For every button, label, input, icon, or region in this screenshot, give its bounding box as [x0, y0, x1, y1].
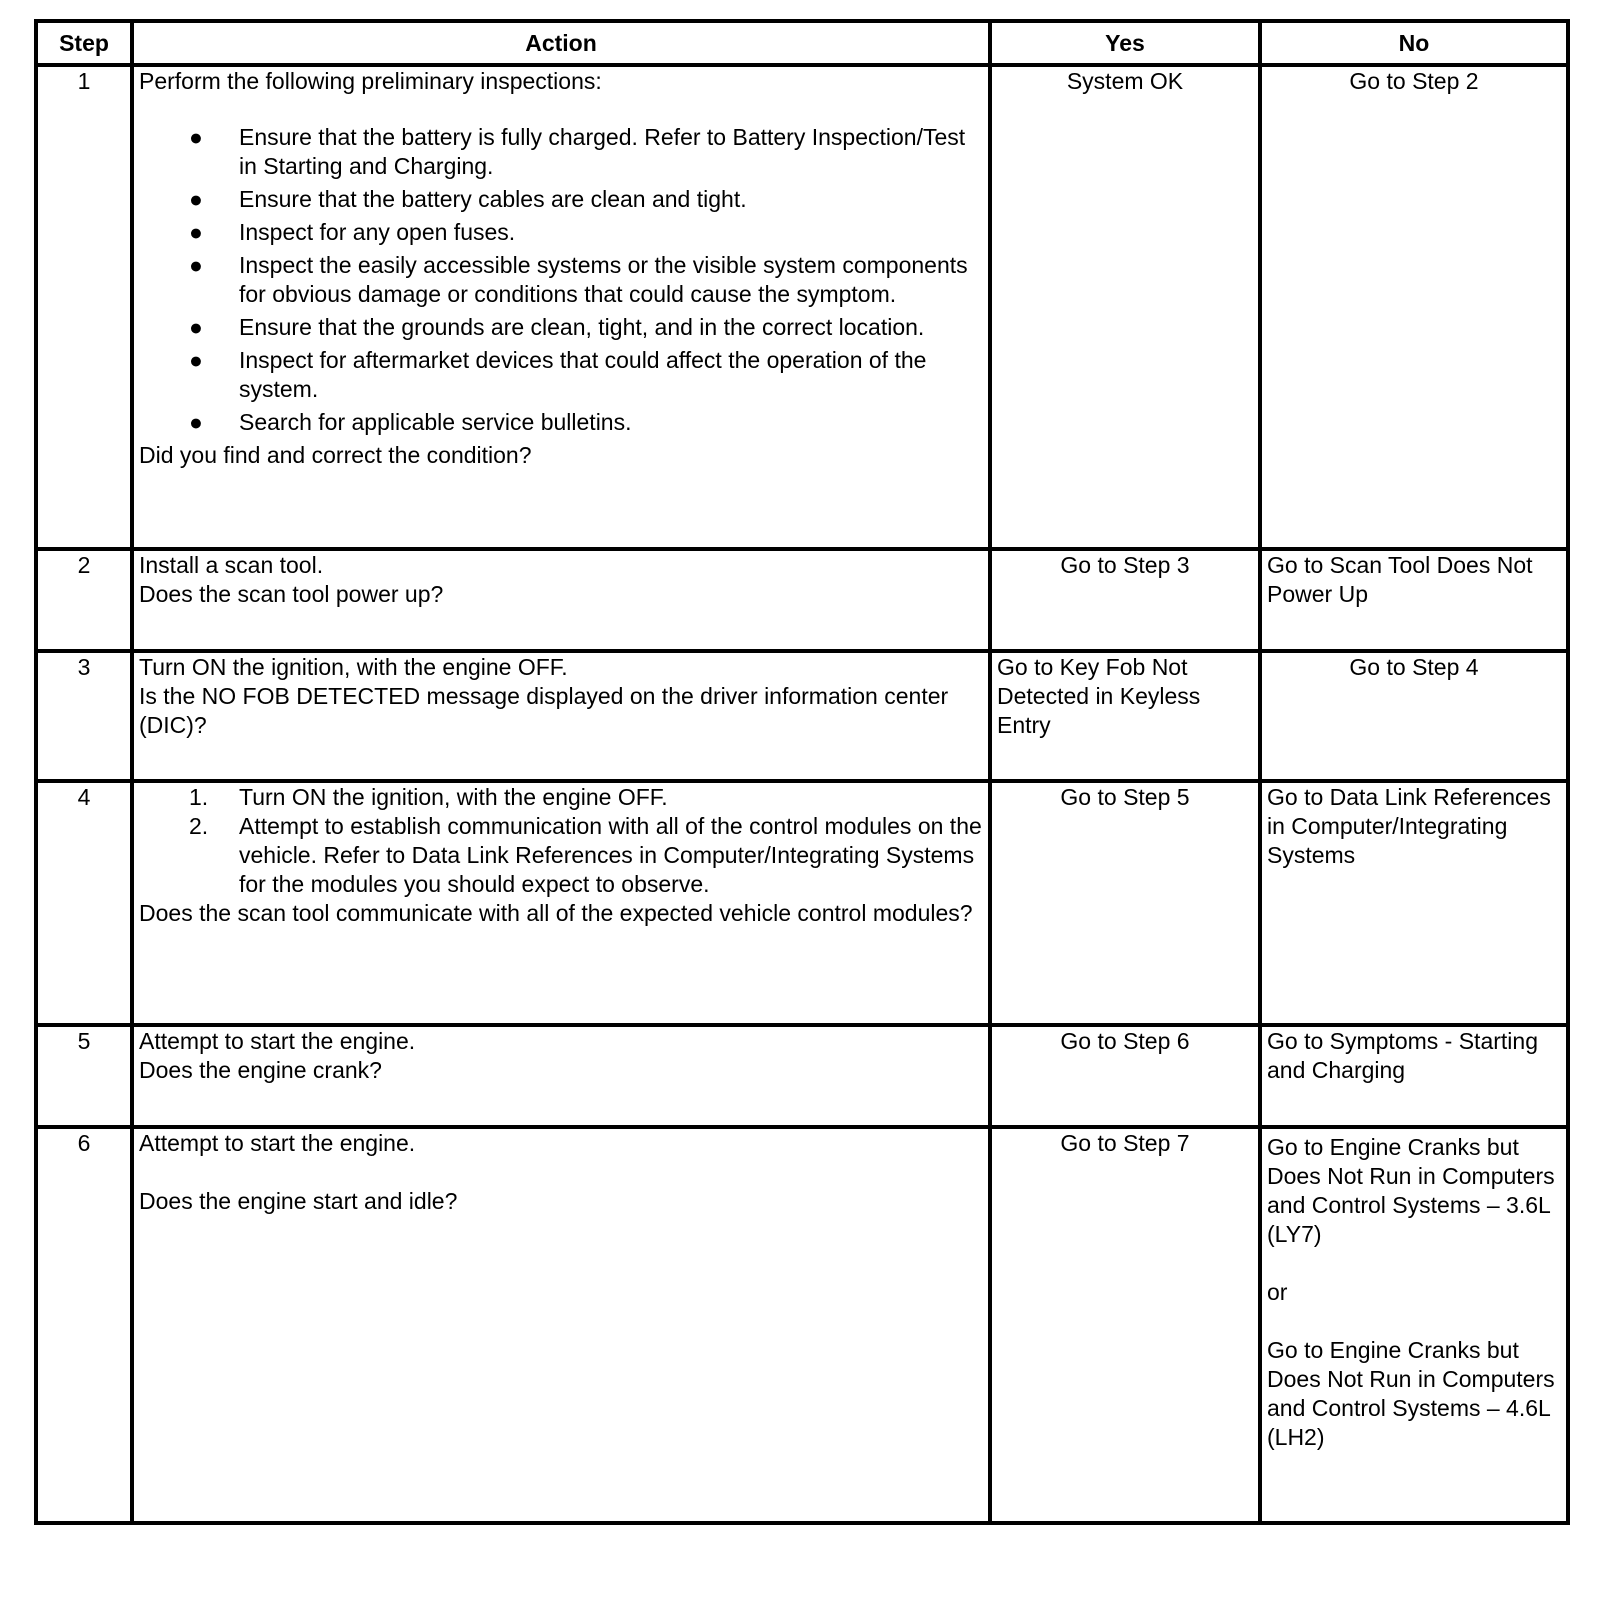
header-row [36, 21, 1568, 65]
action-intro: Attempt to start the engine. [139, 1028, 416, 1054]
header-action: Action [132, 21, 990, 65]
step-number: 4 [36, 781, 132, 1025]
action-question: Does the scan tool communicate with all of the expected vehicle control modules? [139, 900, 973, 926]
list-item: ● Ensure that the battery cables are clean and tight. [189, 186, 747, 212]
yes-result: Go to Key Fob Not Detected in Keyless Entry [990, 651, 1260, 781]
list-item: ● Ensure that the battery is fully charged. Refer to Battery Inspection/Test in Starting and Charging. [189, 124, 966, 179]
bullet-icon: ● [189, 252, 203, 278]
table-row [36, 1025, 1568, 1127]
header-yes: Yes [990, 21, 1260, 65]
inspection-list [139, 123, 983, 437]
action-cell [132, 651, 990, 781]
header-step: Step [36, 21, 132, 65]
table-row [36, 549, 1568, 651]
list-item: ● Inspect for aftermarket devices that could affect the operation of the system. [189, 347, 927, 402]
list-item: 1. Turn ON the ignition, with the engine OFF. [189, 784, 668, 810]
header-no: No [1260, 21, 1568, 65]
action-intro: Turn ON the ignition, with the engine OFF. [139, 654, 568, 680]
bullet-icon: ● [189, 409, 203, 435]
yes-result: Go to Step 5 [990, 781, 1260, 1025]
no-option-a: Go to Engine Cranks but Does Not Run in Computers and Control Systems – 3.6L (LY7) [1267, 1134, 1555, 1247]
yes-result: Go to Step 6 [990, 1025, 1260, 1127]
bullet-icon: ● [189, 314, 203, 340]
action-question: Is the NO FOB DETECTED message displayed on the driver information center (DIC)? [139, 683, 949, 738]
action-question: Does the scan tool power up? [139, 581, 444, 607]
no-or: or [1267, 1279, 1288, 1305]
bullet-icon: ● [189, 219, 203, 245]
no-result: Go to Symptoms - Starting and Charging [1260, 1025, 1568, 1127]
table-row [36, 65, 1568, 549]
procedure-list [139, 783, 983, 899]
no-result: Go to Scan Tool Does Not Power Up [1260, 549, 1568, 651]
action-cell [132, 65, 990, 549]
list-item: ● Ensure that the grounds are clean, tight, and in the correct location. [189, 314, 925, 340]
action-cell [132, 1025, 990, 1127]
step-number: 1 [36, 65, 132, 549]
action-question: Does the engine start and idle? [139, 1188, 458, 1214]
table-row [36, 651, 1568, 781]
action-question: Did you find and correct the condition? [139, 442, 532, 468]
yes-result: System OK [990, 65, 1260, 549]
action-cell [132, 781, 990, 1025]
list-item: 2. Attempt to establish communication with all of the control modules on the vehicle. Refer to Data Link References in Computer/Integrating Systems for the modules you should expect to observe. [189, 813, 982, 897]
action-intro: Attempt to start the engine. [139, 1130, 416, 1156]
diagnostic-table [34, 19, 1570, 1525]
bullet-icon: ● [189, 124, 203, 150]
step-number: 5 [36, 1025, 132, 1127]
action-intro: Install a scan tool. [139, 552, 324, 578]
action-cell [132, 1127, 990, 1523]
action-intro: Perform the following preliminary inspections: [139, 68, 602, 94]
yes-result: Go to Step 3 [990, 549, 1260, 651]
no-result: Go to Step 2 [1260, 65, 1568, 549]
step-number: 2 [36, 549, 132, 651]
no-result [1260, 1127, 1568, 1523]
list-item: ● Inspect for any open fuses. [189, 219, 516, 245]
bullet-icon: ● [189, 186, 203, 212]
table-row [36, 1127, 1568, 1523]
step-number: 6 [36, 1127, 132, 1523]
bullet-icon: ● [189, 347, 203, 373]
list-item: ● Search for applicable service bulletins. [189, 409, 632, 435]
step-number: 3 [36, 651, 132, 781]
no-result: Go to Data Link References in Computer/Integrating Systems [1260, 781, 1568, 1025]
action-cell [132, 549, 990, 651]
table-row [36, 781, 1568, 1025]
no-option-b: Go to Engine Cranks but Does Not Run in Computers and Control Systems – 4.6L (LH2) [1267, 1337, 1555, 1450]
list-item: ● Inspect the easily accessible systems or the visible system components for obvious damage or conditions that could cause the symptom. [189, 252, 968, 307]
yes-result: Go to Step 7 [990, 1127, 1260, 1523]
no-result: Go to Step 4 [1260, 651, 1568, 781]
action-question: Does the engine crank? [139, 1057, 382, 1083]
